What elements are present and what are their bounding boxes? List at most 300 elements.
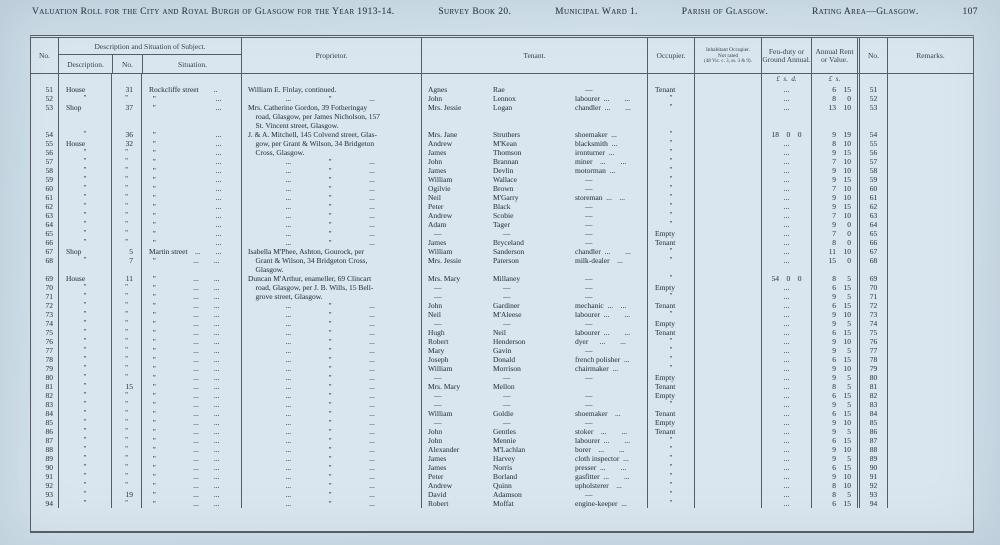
cell-no-left <box>31 121 58 130</box>
cell-rent-shillings: 5 <box>847 490 851 499</box>
cell-street-no: " <box>111 472 141 481</box>
cell-tenant-surname: Bryceland <box>493 238 524 247</box>
cell-no-right: 84 <box>857 409 887 418</box>
cell-rent-pounds: 9 <box>811 373 837 382</box>
cell-no-left: 59 <box>45 175 53 184</box>
cell-no-right: 73 <box>857 310 887 319</box>
cell-no-left: 55 <box>45 139 53 148</box>
table-row <box>31 229 973 238</box>
cell-inhabitant-occupier <box>694 112 761 121</box>
cell-feu-duty: ... <box>761 175 811 184</box>
cell-situation: " ... <box>141 130 241 139</box>
cell-inhabitant-occupier <box>694 454 761 463</box>
cell-description: " <box>58 490 111 499</box>
money-spacer <box>694 74 761 85</box>
cell-no-left: 93 <box>45 490 53 499</box>
table-row <box>31 220 973 229</box>
cell-tenant-occupation: — <box>585 400 593 409</box>
cell-inhabitant-occupier <box>694 247 761 256</box>
cell-tenant-first-name: — <box>421 400 491 409</box>
cell-inhabitant-occupier <box>694 139 761 148</box>
cell-street-no: " <box>111 175 141 184</box>
money-spacer <box>857 74 887 85</box>
cell-tenant-first-name: — <box>421 391 491 400</box>
cell-rent-shillings: 10 <box>843 310 851 319</box>
cell-remarks <box>887 184 973 193</box>
cell-proprietor: Grant & Wilson, 34 Bridgeton Cross, <box>241 256 421 265</box>
cell-rent-shillings: 10 <box>843 193 851 202</box>
cell-situation: " ... ... <box>141 472 241 481</box>
cell-remarks <box>887 94 973 103</box>
cell-tenant-first-name: Robert <box>421 337 491 346</box>
cell-situation: " ... ... <box>141 355 241 364</box>
cell-no-left: 83 <box>45 400 53 409</box>
cell-occupier: Empty <box>647 373 694 382</box>
cell-street-no: " <box>111 436 141 445</box>
cell-rent-pounds: 9 <box>811 202 837 211</box>
cell-rent-pounds: 15 <box>811 256 837 265</box>
cell-street-no: 36 <box>111 130 141 139</box>
table-body <box>31 85 973 508</box>
cell-occupier: " <box>647 166 694 175</box>
cell-tenant-first-name: Andrew <box>421 211 491 220</box>
cell-occupier: " <box>647 247 694 256</box>
cell-proprietor: ... " ... <box>241 445 421 454</box>
cell-description: House <box>58 85 111 94</box>
cell-street-no: " <box>111 283 141 292</box>
cell-rent-pounds: 6 <box>811 328 837 337</box>
cell-situation: " ... ... <box>141 400 241 409</box>
cell-tenant-surname: Henderson <box>493 337 526 346</box>
cell-no-left: 90 <box>45 463 53 472</box>
cell-description: " <box>58 211 111 220</box>
cell-tenant-surname: Mennie <box>493 436 516 445</box>
cell-tenant-first-name: — <box>421 283 491 292</box>
cell-tenant-occupation: labourer ... ... <box>575 328 630 337</box>
cell-feu-duty: ... <box>761 346 811 355</box>
cell-no-right: 90 <box>857 463 887 472</box>
cell-feu-duty: ... <box>761 490 811 499</box>
cell-tenant-first-name: David <box>421 490 491 499</box>
cell-situation: " ... ... <box>141 328 241 337</box>
cell-occupier: Empty <box>647 229 694 238</box>
header-situation: Situation. <box>142 55 242 74</box>
cell-tenant-surname: Rae <box>493 85 505 94</box>
table-row <box>31 427 973 436</box>
cell-no-left: 88 <box>45 445 53 454</box>
cell-inhabitant-occupier <box>694 193 761 202</box>
cell-rent-shillings: 0 <box>847 238 851 247</box>
cell-rent-shillings: 5 <box>847 400 851 409</box>
cell-situation: " ... <box>141 211 241 220</box>
cell-street-no: 37 <box>111 103 141 112</box>
cell-inhabitant-occupier <box>694 490 761 499</box>
cell-rent-shillings: 15 <box>843 499 851 508</box>
cell-situation: " ... ... <box>141 499 241 508</box>
cell-rent-pounds <box>811 121 837 130</box>
cell-feu-duty: ... <box>761 472 811 481</box>
cell-remarks <box>887 436 973 445</box>
cell-remarks <box>887 445 973 454</box>
cell-remarks <box>887 337 973 346</box>
cell-no-left: 69 <box>45 274 53 283</box>
cell-occupier: " <box>647 310 694 319</box>
cell-tenant-occupation: french polisher ... <box>575 355 630 364</box>
cell-rent-shillings: 5 <box>847 292 851 301</box>
cell-tenant-first-name: Mary <box>421 346 491 355</box>
cell-description: " <box>58 472 111 481</box>
cell-occupier: " <box>647 157 694 166</box>
cell-rent-shillings: 15 <box>843 175 851 184</box>
cell-rent-pounds: 9 <box>811 148 837 157</box>
cell-proprietor: ... " ... <box>241 310 421 319</box>
cell-inhabitant-occupier <box>694 265 761 274</box>
cell-remarks <box>887 463 973 472</box>
cell-feu-duty: ... <box>761 436 811 445</box>
money-units-feu: £ s. d. <box>761 74 811 85</box>
cell-tenant-surname: Scobie <box>493 211 514 220</box>
cell-remarks <box>887 130 973 139</box>
cell-occupier: " <box>647 454 694 463</box>
cell-remarks <box>887 418 973 427</box>
cell-occupier: Empty <box>647 319 694 328</box>
cell-rent-pounds: 7 <box>811 211 837 220</box>
table-row <box>31 202 973 211</box>
cell-occupier: Empty <box>647 283 694 292</box>
cell-no-left: 75 <box>45 328 53 337</box>
cell-tenant-surname: M'Lachlan <box>493 445 526 454</box>
cell-tenant-first-name: — <box>421 319 491 328</box>
cell-no-right: 83 <box>857 400 887 409</box>
cell-situation: " ... ... <box>141 319 241 328</box>
cell-tenant-occupation: cloth inspector ... <box>575 454 629 463</box>
cell-tenant-surname: Gentles <box>493 427 516 436</box>
cell-feu-duty: ... <box>761 337 811 346</box>
cell-occupier: " <box>647 103 694 112</box>
cell-no-right: 70 <box>857 283 887 292</box>
cell-description: " <box>58 337 111 346</box>
cell-rent-shillings: 10 <box>843 139 851 148</box>
cell-rent-shillings: 10 <box>843 157 851 166</box>
cell-inhabitant-occupier <box>694 328 761 337</box>
cell-tenant-occupation: mechanic ... ... <box>575 301 627 310</box>
cell-tenant-surname: Gardiner <box>493 301 520 310</box>
cell-rent-shillings: 19 <box>843 130 851 139</box>
cell-inhabitant-occupier <box>694 427 761 436</box>
cell-description: " <box>58 175 111 184</box>
cell-inhabitant-occupier <box>694 391 761 400</box>
cell-situation: " ... <box>141 175 241 184</box>
table-row <box>31 283 973 292</box>
cell-no-left: 68 <box>45 256 53 265</box>
cell-rent-shillings: 15 <box>843 328 851 337</box>
cell-remarks <box>887 274 973 283</box>
cell-description: " <box>58 382 111 391</box>
table-row <box>31 274 973 283</box>
cell-proprietor: ... " ... <box>241 364 421 373</box>
cell-situation: " ... ... <box>141 391 241 400</box>
cell-tenant-first-name: James <box>421 166 491 175</box>
cell-rent-pounds: 8 <box>811 481 837 490</box>
cell-no-right: 67 <box>857 247 887 256</box>
cell-tenant-first-name: Agnes <box>421 85 491 94</box>
cell-tenant-occupation <box>573 121 647 130</box>
cell-feu-duty: ... <box>761 148 811 157</box>
cell-occupier <box>647 121 694 130</box>
cell-tenant-occupation: chandler ... ... <box>575 103 631 112</box>
cell-tenant-surname: — <box>503 283 511 292</box>
cell-tenant-first-name: William <box>421 364 491 373</box>
cell-description: " <box>58 184 111 193</box>
cell-rent-shillings: 15 <box>843 436 851 445</box>
cell-proprietor: ... " ... <box>241 166 421 175</box>
cell-street-no: " <box>111 346 141 355</box>
cell-tenant-first-name: John <box>421 436 491 445</box>
table-row <box>31 112 973 121</box>
table-row <box>31 94 973 103</box>
cell-description: Shop <box>58 247 111 256</box>
cell-rent-pounds: 9 <box>811 166 837 175</box>
parish-label: Parish of Glasgow. <box>681 7 769 17</box>
cell-tenant-surname: Gavin <box>493 346 512 355</box>
cell-proprietor: gow, per Grant & Wilson, 34 Bridgeton <box>241 139 421 148</box>
cell-remarks <box>887 166 973 175</box>
cell-street-no: " <box>111 400 141 409</box>
table-row <box>31 400 973 409</box>
cell-rent-pounds: 7 <box>811 229 837 238</box>
cell-proprietor: ... " ... <box>241 427 421 436</box>
cell-tenant-surname <box>491 121 573 130</box>
cell-tenant-occupation: — <box>585 184 593 193</box>
cell-rent-pounds: 8 <box>811 94 837 103</box>
cell-tenant-surname: — <box>503 319 511 328</box>
cell-situation: " ... ... <box>141 436 241 445</box>
cell-tenant-first-name: — <box>421 373 491 382</box>
cell-feu-duty: ... <box>761 328 811 337</box>
cell-situation: " ... ... <box>141 364 241 373</box>
cell-situation: " ... ... <box>141 346 241 355</box>
cell-remarks <box>887 220 973 229</box>
cell-street-no: " <box>111 355 141 364</box>
cell-tenant-occupation: — <box>585 283 593 292</box>
cell-inhabitant-occupier <box>694 481 761 490</box>
cell-remarks <box>887 256 973 265</box>
cell-tenant-surname: Neil <box>493 328 506 337</box>
cell-rent-shillings <box>837 112 857 121</box>
cell-rent-pounds: 9 <box>811 472 837 481</box>
cell-rent-pounds: 6 <box>811 85 837 94</box>
cell-description: " <box>58 220 111 229</box>
cell-situation: " ... ... <box>141 256 241 265</box>
cell-description: " <box>58 463 111 472</box>
cell-rent-pounds: 8 <box>811 274 837 283</box>
cell-rent-shillings: 10 <box>843 337 851 346</box>
cell-description: " <box>58 373 111 382</box>
table-row <box>31 499 973 508</box>
cell-inhabitant-occupier <box>694 121 761 130</box>
money-spacer <box>111 74 141 85</box>
cell-situation: " ... <box>141 202 241 211</box>
cell-description <box>58 112 111 121</box>
cell-no-right: 68 <box>857 256 887 265</box>
cell-no-left: 82 <box>45 391 53 400</box>
cell-no-left: 91 <box>45 472 53 481</box>
cell-occupier: Tenant <box>647 382 694 391</box>
cell-tenant-occupation: engine-keeper ... <box>575 499 627 508</box>
cell-no-right <box>857 265 887 274</box>
cell-tenant-occupation: shoemaker ... <box>575 409 621 418</box>
cell-tenant-surname: M'Garry <box>493 193 519 202</box>
cell-tenant-first-name: Andrew <box>421 481 491 490</box>
cell-remarks <box>887 481 973 490</box>
cell-feu-duty: ... <box>761 481 811 490</box>
cell-feu-duty: ... <box>761 202 811 211</box>
cell-no-right: 91 <box>857 472 887 481</box>
cell-rent-pounds: 9 <box>811 220 837 229</box>
cell-inhabitant-occupier <box>694 211 761 220</box>
cell-tenant-occupation: storeman ... ... <box>575 193 625 202</box>
cell-proprietor: ... " ... <box>241 472 421 481</box>
cell-proprietor: Mrs. Catherine Gordon, 39 Fotheringay <box>241 103 421 112</box>
cell-feu-duty: ... <box>761 319 811 328</box>
table-row <box>31 166 973 175</box>
cell-description: " <box>58 130 111 139</box>
cell-street-no: " <box>111 409 141 418</box>
cell-situation: " ... ... <box>141 274 241 283</box>
cell-tenant-occupation: — <box>585 211 593 220</box>
header-inhabitant-line3: (48 Vic. c. 3, ss. 3 & 9). <box>704 59 752 64</box>
cell-feu-duty: ... <box>761 256 811 265</box>
cell-no-left: 60 <box>45 184 53 193</box>
cell-rent-pounds: 9 <box>811 337 837 346</box>
cell-tenant-first-name: Joseph <box>421 355 491 364</box>
cell-tenant-surname: — <box>503 229 511 238</box>
cell-situation: Rockcliffe street .. <box>141 85 241 94</box>
cell-no-left: 81 <box>45 382 53 391</box>
cell-street-no: " <box>111 238 141 247</box>
cell-street-no: " <box>111 148 141 157</box>
cell-no-left: 72 <box>45 301 53 310</box>
cell-feu-duty: ... <box>761 454 811 463</box>
cell-no-right: 77 <box>857 346 887 355</box>
cell-no-right: 94 <box>857 499 887 508</box>
cell-tenant-first-name: Ogilvie <box>421 184 491 193</box>
cell-situation: " ... <box>141 193 241 202</box>
table-row <box>31 247 973 256</box>
cell-no-left: 74 <box>45 319 53 328</box>
cell-street-no: " <box>111 499 141 508</box>
cell-rent-shillings: 15 <box>843 283 851 292</box>
cell-proprietor: ... " ... <box>241 220 421 229</box>
table-row <box>31 175 973 184</box>
cell-tenant-first-name: Mrs. Jessie <box>421 256 491 265</box>
cell-inhabitant-occupier <box>694 130 761 139</box>
cell-remarks <box>887 247 973 256</box>
cell-tenant-surname: Devlin <box>493 166 514 175</box>
cell-occupier: " <box>647 499 694 508</box>
cell-rent-shillings: 5 <box>847 346 851 355</box>
cell-description: " <box>58 346 111 355</box>
table-row <box>31 292 973 301</box>
cell-tenant-surname: Thomson <box>493 148 522 157</box>
cell-no-right: 86 <box>857 427 887 436</box>
cell-feu-duty: ... <box>761 139 811 148</box>
cell-proprietor: ... " ... <box>241 184 421 193</box>
cell-rent-shillings: 5 <box>847 427 851 436</box>
cell-tenant-first-name: John <box>421 427 491 436</box>
cell-no-right: 58 <box>857 166 887 175</box>
cell-remarks <box>887 175 973 184</box>
cell-tenant-first-name: John <box>421 94 491 103</box>
cell-occupier: " <box>647 193 694 202</box>
cell-remarks <box>887 310 973 319</box>
cell-no-left: 52 <box>45 94 53 103</box>
cell-tenant-occupation: dyer ... ... <box>575 337 626 346</box>
cell-inhabitant-occupier <box>694 220 761 229</box>
cell-rent-shillings: 10 <box>843 472 851 481</box>
cell-rent-pounds: 8 <box>811 238 837 247</box>
valuation-table <box>30 35 974 533</box>
cell-remarks <box>887 85 973 94</box>
table-row <box>31 337 973 346</box>
cell-rent-shillings: 15 <box>843 301 851 310</box>
cell-tenant-first-name: Robert <box>421 499 491 508</box>
cell-inhabitant-occupier <box>694 301 761 310</box>
cell-tenant-occupation: blacksmith ... <box>575 139 618 148</box>
table-row <box>31 193 973 202</box>
cell-tenant-first-name: Neil <box>421 310 491 319</box>
table-row <box>31 445 973 454</box>
table-row <box>31 382 973 391</box>
cell-rent-shillings: 10 <box>843 364 851 373</box>
cell-feu-duty: ... <box>761 391 811 400</box>
cell-situation: " ... ... <box>141 481 241 490</box>
cell-rent-pounds: 9 <box>811 319 837 328</box>
cell-situation: " ... ... <box>141 490 241 499</box>
header-no-left: No. <box>38 51 51 60</box>
cell-rent-pounds: 6 <box>811 355 837 364</box>
cell-description: " <box>58 256 111 265</box>
header-street-no: No. <box>112 55 142 74</box>
cell-no-right: 75 <box>857 328 887 337</box>
cell-no-left <box>31 265 58 274</box>
cell-proprietor: ... " ... <box>241 490 421 499</box>
cell-street-no: " <box>111 454 141 463</box>
cell-proprietor: ... " ... <box>241 319 421 328</box>
header-remarks: Remarks. <box>887 38 973 74</box>
cell-inhabitant-occupier <box>694 85 761 94</box>
cell-inhabitant-occupier <box>694 292 761 301</box>
cell-street-no: 5 <box>111 247 141 256</box>
money-spacer <box>887 74 973 85</box>
cell-remarks <box>887 373 973 382</box>
cell-tenant-first-name: — <box>421 418 491 427</box>
cell-no-left: 70 <box>45 283 53 292</box>
cell-no-right: 61 <box>857 193 887 202</box>
table-row <box>31 139 973 148</box>
cell-tenant-surname: — <box>503 400 511 409</box>
cell-occupier: Tenant <box>647 301 694 310</box>
cell-street-no: " <box>111 157 141 166</box>
table-row <box>31 184 973 193</box>
cell-description: " <box>58 391 111 400</box>
cell-no-right: 51 <box>857 85 887 94</box>
cell-no-right: 53 <box>857 103 887 112</box>
cell-tenant-occupation: — <box>585 373 593 382</box>
table-row <box>31 310 973 319</box>
cell-proprietor: ... " ... <box>241 436 421 445</box>
cell-occupier: " <box>647 364 694 373</box>
